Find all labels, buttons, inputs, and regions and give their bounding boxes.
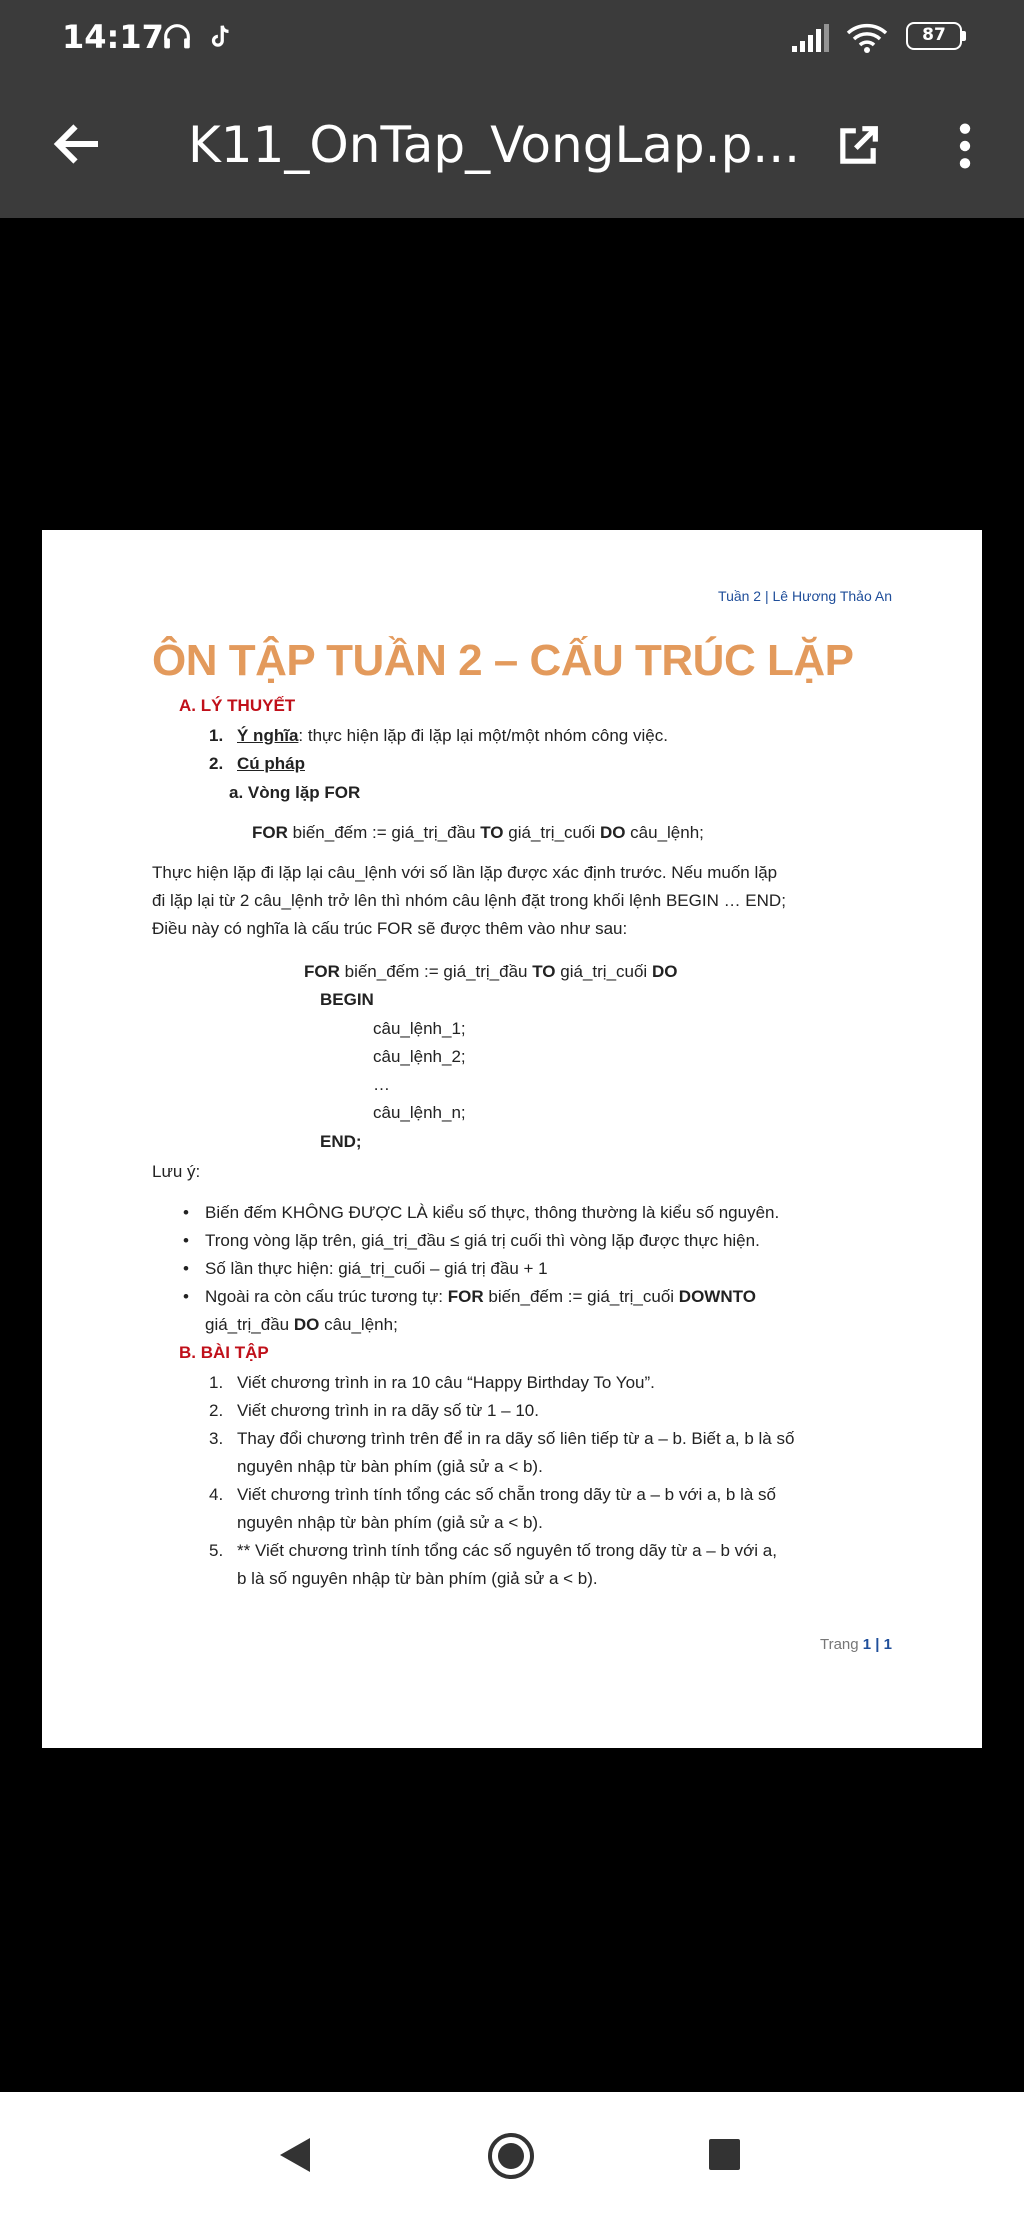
exercise-line: Viết chương trình tính tổng các số chẵn trong dãy từ a – b với a, b là số — [237, 1485, 776, 1504]
footer-number: 1 | 1 — [862, 1636, 892, 1653]
note-item: • Số lần thực hiện: giá_trị_cuối – giá trị đầu + 1 — [205, 1259, 548, 1279]
item1-number: 1. — [209, 726, 224, 745]
sub-heading-for: a. Vòng lặp FOR — [229, 783, 361, 802]
exercise-line: Viết chương trình in ra dãy số từ 1 – 10. — [237, 1401, 539, 1420]
item1-label: Ý nghĩa — [237, 726, 299, 745]
section-a-heading: A. LÝ THUYẾT — [179, 696, 296, 715]
kw-end: END; — [320, 1132, 362, 1151]
note-item — [205, 1287, 756, 1307]
note-part: biến_đếm := giá_trị_cuối — [483, 1287, 679, 1306]
syntax-part: giá_trị_cuối — [555, 962, 652, 981]
exercise-line: b là số nguyên nhập từ bàn phím (giả sử a < b). — [237, 1569, 598, 1588]
page-footer — [820, 1636, 892, 1653]
syntax-for-block-line — [304, 962, 677, 982]
kw-to: TO — [480, 823, 504, 842]
nav-back-icon[interactable] — [278, 2136, 312, 2174]
page-title: ÔN TẬP TUẦN 2 – CẤU TRÚC LẶP — [152, 636, 854, 685]
note-part: giá_trị_đầu — [205, 1315, 294, 1334]
statement-line: câu_lệnh_n; — [373, 1103, 466, 1122]
kw-for: FOR — [252, 823, 288, 842]
exercise-line: ** Viết chương trình tính tổng các số nguyên tố trong dãy từ a – b với a, — [237, 1541, 777, 1560]
exercise-number: 2. — [209, 1401, 224, 1420]
document-page[interactable] — [42, 530, 982, 1748]
navigation-bar — [0, 2092, 1024, 2217]
kw-do: DO — [293, 1315, 320, 1334]
exercise-number: 5. — [209, 1541, 224, 1560]
exercise-number: 1. — [209, 1373, 224, 1392]
kw-begin: BEGIN — [320, 990, 374, 1009]
note-part: câu_lệnh; — [319, 1315, 398, 1334]
kw-to: TO — [532, 962, 556, 981]
item2-number: 2. — [209, 754, 224, 773]
headphones-icon — [160, 20, 194, 54]
battery-tip — [962, 31, 966, 41]
wifi-icon — [846, 22, 888, 54]
exercise-number: 4. — [209, 1485, 224, 1504]
exercise-line: Thay đổi chương trình trên để in ra dãy số liên tiếp từ a – b. Biết a, b là số — [237, 1429, 795, 1448]
note-item-continued — [205, 1315, 398, 1335]
app-bar — [0, 72, 1024, 218]
battery-icon — [906, 22, 962, 50]
statement-line: câu_lệnh_1; — [373, 1019, 466, 1038]
paragraph-line: Điều này có nghĩa là cấu trúc FOR sẽ được thêm vào như sau: — [152, 919, 628, 938]
item1-body: : thực hiện lặp đi lặp lại một/một nhóm công việc. — [298, 726, 668, 745]
kw-do: DO — [599, 823, 626, 842]
syntax-for-line — [252, 823, 704, 843]
statement-line: … — [373, 1075, 390, 1094]
status-bar — [0, 0, 1024, 72]
kw-for: FOR — [447, 1287, 484, 1306]
note-part: Ngoài ra còn cấu trúc tương tự: — [205, 1287, 448, 1306]
item2-label: Cú pháp — [237, 754, 305, 773]
kw-for: FOR — [304, 962, 340, 981]
kw-downto: DOWNTO — [678, 1287, 756, 1306]
item1-text — [237, 726, 668, 746]
back-arrow-icon[interactable] — [48, 114, 108, 174]
open-in-new-icon[interactable] — [832, 120, 884, 172]
exercise-line: Viết chương trình in ra 10 câu “Happy Birthday To You”. — [237, 1373, 655, 1392]
nav-home-icon[interactable] — [487, 2132, 535, 2180]
exercise-line: nguyên nhập từ bàn phím (giả sử a < b). — [237, 1513, 543, 1532]
exercise-line: nguyên nhập từ bàn phím (giả sử a < b). — [237, 1457, 543, 1476]
paragraph-line: đi lặp lại từ 2 câu_lệnh trở lên thì nhóm câu lệnh đặt trong khối lệnh BEGIN … END; — [152, 891, 786, 910]
battery-level: 87 — [922, 25, 946, 45]
note-item: • Trong vòng lặp trên, giá_trị_đầu ≤ giá trị cuối thì vòng lặp được thực hiện. — [205, 1231, 760, 1251]
syntax-part: biến_đếm := giá_trị_đầu — [287, 823, 481, 842]
tiktok-icon — [206, 20, 236, 54]
syntax-part: biến_đếm := giá_trị_đầu — [339, 962, 533, 981]
page-header: Tuần 2 | Lê Hương Thảo An — [718, 588, 892, 604]
section-b-heading: B. BÀI TẬP — [179, 1343, 269, 1362]
paragraph-line: Thực hiện lặp đi lặp lại câu_lệnh với số lần lặp được xác định trước. Nếu muốn lặp — [152, 863, 778, 882]
syntax-part: câu_lệnh; — [625, 823, 704, 842]
signal-icon — [790, 24, 830, 54]
syntax-part: giá_trị_cuối — [503, 823, 600, 842]
footer-label: Trang — [819, 1636, 863, 1653]
status-time: 14:17 — [62, 18, 164, 56]
document-title: K11_OnTap_VongLap.p... — [188, 116, 800, 174]
note-item: • Biến đếm KHÔNG ĐƯỢC LÀ kiểu số thực, thông thường là kiểu số nguyên. — [205, 1203, 779, 1223]
statement-line: câu_lệnh_2; — [373, 1047, 466, 1066]
note-label: Lưu ý: — [152, 1162, 201, 1181]
kw-do: DO — [651, 962, 678, 981]
exercise-number: 3. — [209, 1429, 224, 1448]
more-vert-icon[interactable] — [950, 120, 980, 172]
nav-recents-icon[interactable] — [709, 2139, 740, 2170]
